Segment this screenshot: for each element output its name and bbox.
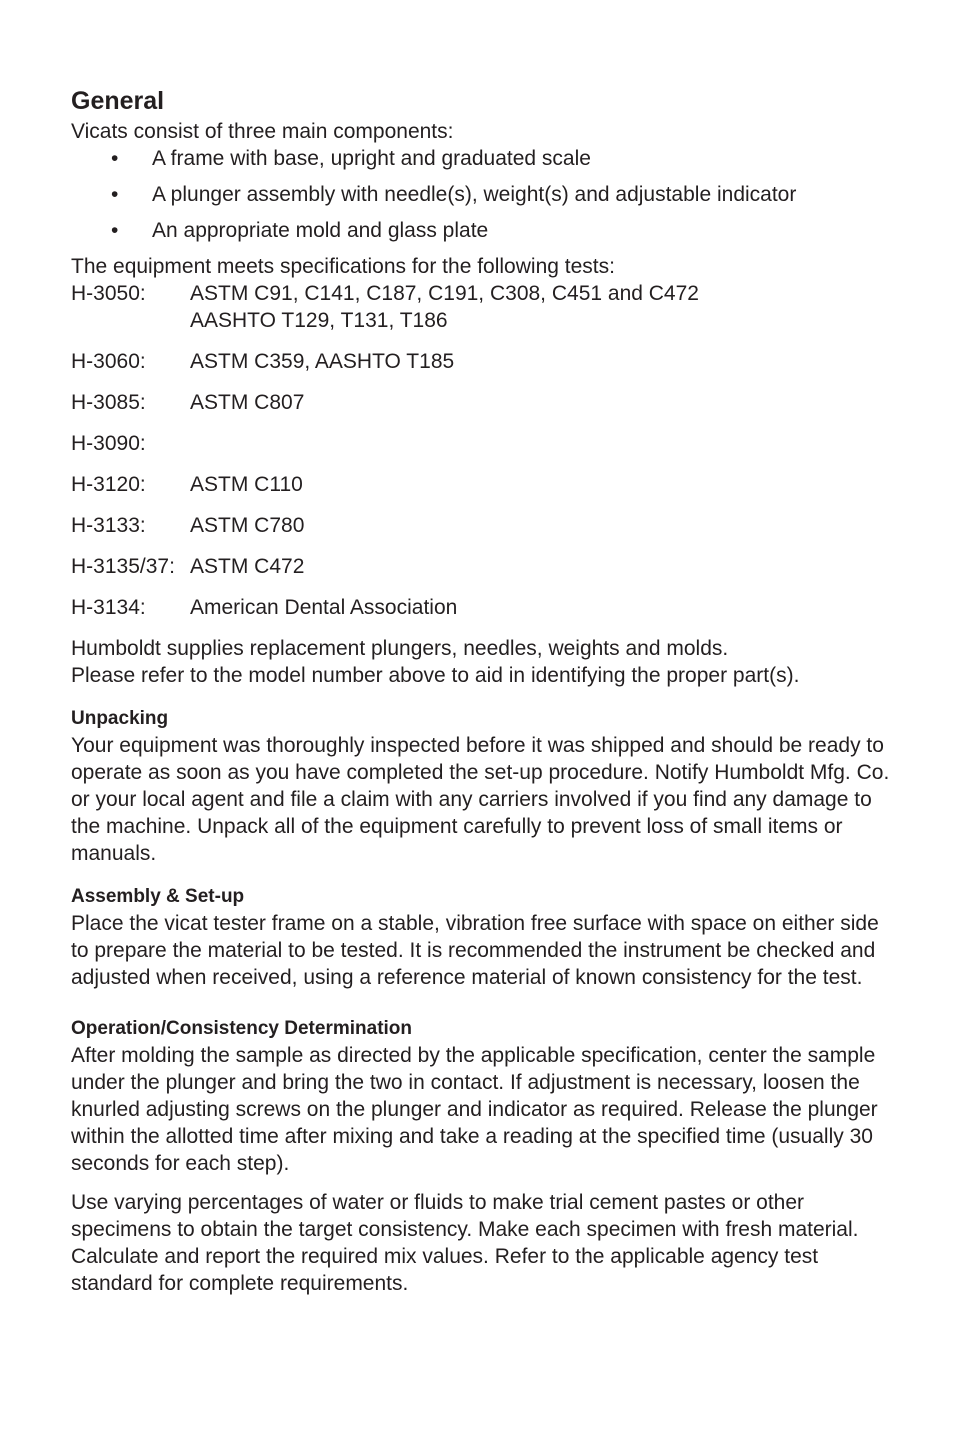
- spec-standards: ASTM C780: [190, 514, 305, 537]
- spec-model: H-3135/37:: [71, 555, 175, 578]
- specs-intro: The equipment meets specifications for the following tests:: [71, 255, 615, 278]
- assembly-body: Place the vicat tester frame on a stable, vibration free surface with space on either side to prepare the material to be tested. It is recommended the instrument be checked and adjusted when received, using a reference material of known consistency for the test.: [71, 912, 879, 989]
- spec-model: H-3134:: [71, 596, 146, 619]
- bullet-icon: •: [111, 219, 119, 242]
- spec-model: H-3133:: [71, 514, 146, 537]
- spec-row: [71, 430, 891, 457]
- spec-model: H-3085:: [71, 391, 146, 414]
- spec-standards: ASTM C359, AASHTO T185: [190, 350, 455, 373]
- spec-row: [71, 280, 891, 334]
- bullet-icon: •: [111, 147, 119, 170]
- components-intro: Vicats consist of three main components:: [71, 120, 454, 143]
- unpacking-body: Your equipment was thoroughly inspected before it was shipped and should be ready to operate as soon as you have completed the set-up procedure. Notify Humboldt Mfg. Co. or your local agent and file a claim with any carriers involved if you find any damage to the machine. Unpack all of the equipment carefully to prevent loss of small items or manuals.: [71, 734, 890, 865]
- spec-standards: American Dental Association: [190, 596, 458, 619]
- spec-standards: ASTM C110: [190, 473, 303, 496]
- spec-standards: ASTM C472: [190, 555, 305, 578]
- list-item: • A frame with base, upright and graduated scale: [111, 147, 591, 170]
- list-item: • An appropriate mold and glass plate: [111, 219, 489, 242]
- spec-standards: ASTM C807: [190, 391, 305, 414]
- unpacking-heading: Unpacking: [71, 708, 169, 729]
- spec-model: H-3060:: [71, 350, 146, 373]
- list-item: • A plunger assembly with needle(s), weight(s) and adjustable indicator: [111, 183, 797, 206]
- spec-standards: [190, 430, 891, 457]
- spec-row: [71, 512, 891, 539]
- spec-model: H-3090:: [71, 432, 146, 455]
- document-page: [71, 84, 891, 1297]
- spec-model: H-3050:: [71, 282, 146, 305]
- replacement-note-line1: Humboldt supplies replacement plungers, needles, weights and molds.: [71, 637, 729, 660]
- spec-row: [71, 553, 891, 580]
- specs-table: [71, 280, 891, 621]
- spec-row: [71, 389, 891, 416]
- spec-row: [71, 594, 891, 621]
- spec-standards: ASTM C91, C141, C187, C191, C308, C451 and C472 AASHTO T129, T131, T186: [190, 282, 699, 332]
- spec-model: H-3120:: [71, 473, 146, 496]
- general-heading: General: [71, 87, 165, 115]
- components-list: [71, 145, 891, 244]
- spec-row: [71, 471, 891, 498]
- spec-row: [71, 348, 891, 375]
- replacement-note-line2: Please refer to the model number above to aid in identifying the proper part(s).: [71, 664, 800, 687]
- bullet-icon: •: [111, 183, 119, 206]
- operation-body-2: Use varying percentages of water or fluids to make trial cement pastes or other specimens to obtain the target consistency. Make each specimen with fresh material. Calculate and report the required mix values. Refer to the applicable agency test standard for complete requirements.: [71, 1191, 859, 1295]
- operation-body-1: After molding the sample as directed by the applicable specification, center the sample under the plunger and bring the two in contact. If adjustment is necessary, loosen the knurled adjusting screws on the plunger and indicator as required. Release the plunger within the allotted time after mixing and take a reading at the specified time (usually 30 seconds for each step).: [71, 1044, 878, 1175]
- operation-heading: Operation/Consistency Determination: [71, 1018, 413, 1039]
- assembly-heading: Assembly & Set-up: [71, 886, 245, 907]
